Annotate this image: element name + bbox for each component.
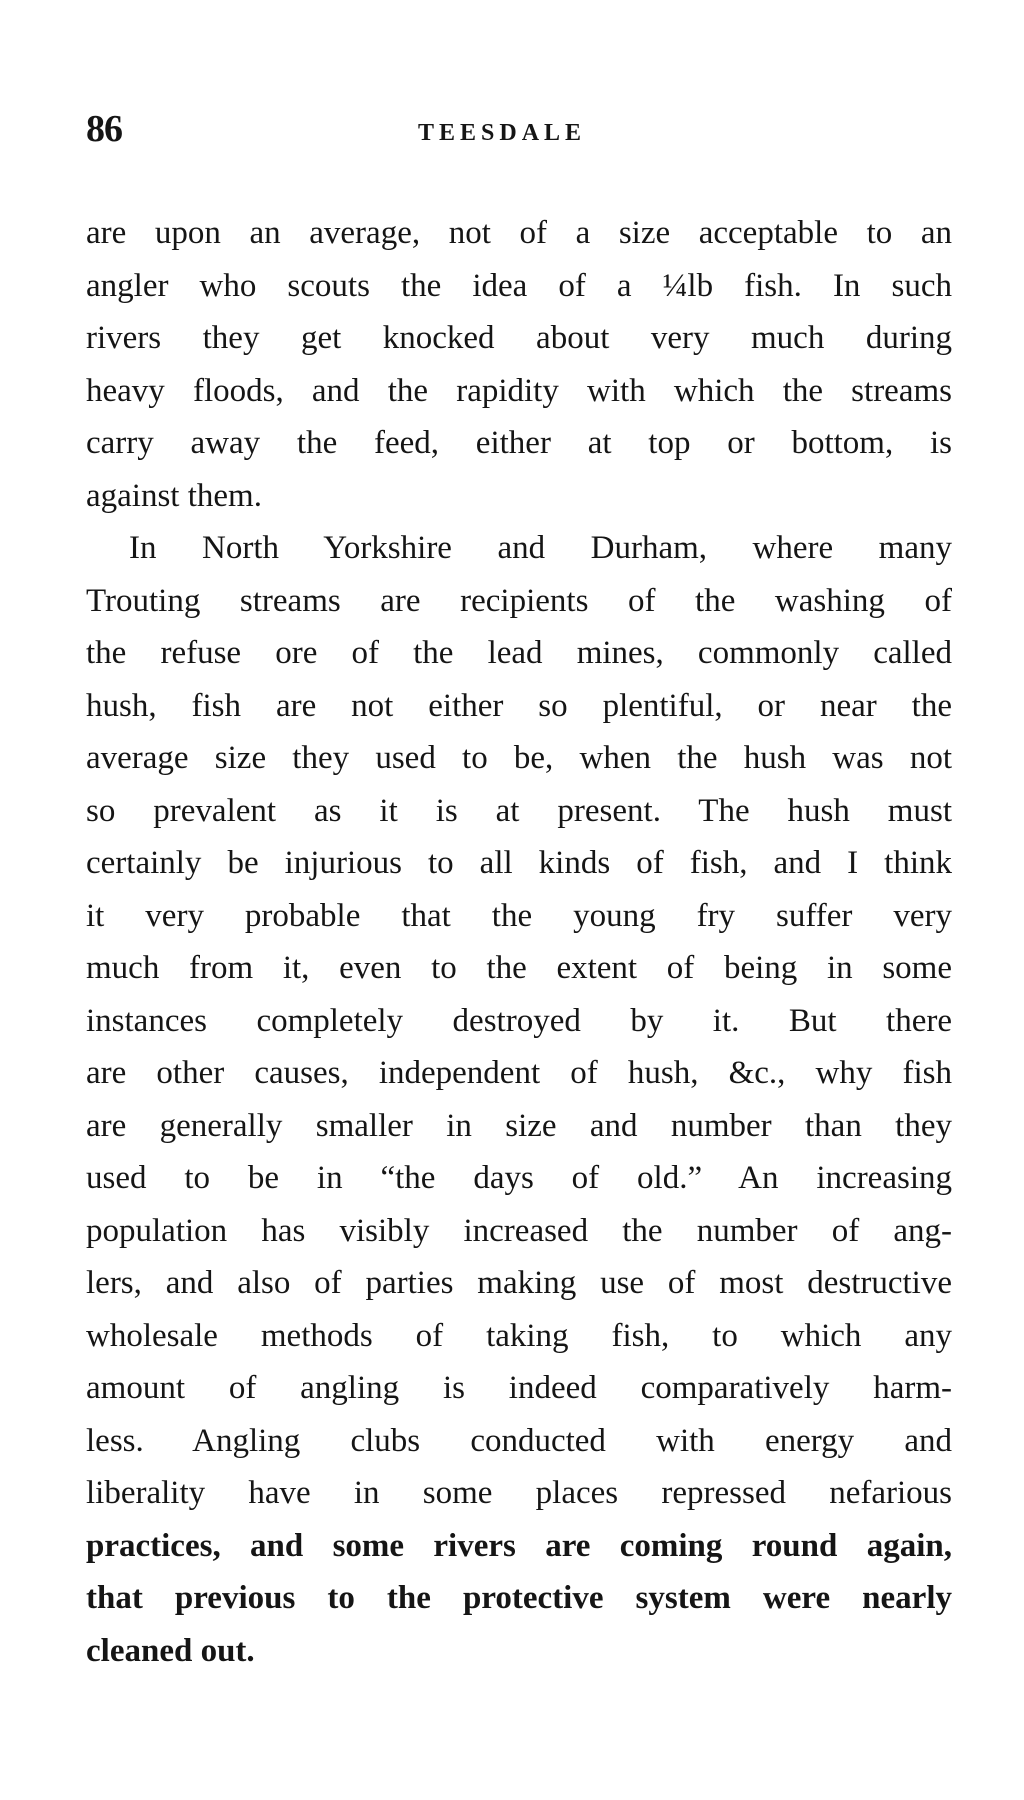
text-line: much from it, even to the extent of being in some <box>86 950 952 986</box>
text-line: are other causes, independent of hush, &c., why fish <box>86 1055 952 1091</box>
text-line: used to be in “the days of old.” An increasing <box>86 1160 952 1196</box>
text-line: angler who scouts the idea of a ¼lb fish. In such <box>86 267 952 304</box>
text-line: Trouting streams are recipients of the washing of <box>86 582 952 619</box>
text-line: are generally smaller in size and number than they <box>86 1107 952 1144</box>
text-line: wholesale methods of taking fish, to which any <box>86 1317 952 1354</box>
paragraph-2 <box>86 522 952 1677</box>
text-line: carry away the feed, either at top or bottom, is <box>86 425 952 461</box>
page-header <box>86 106 952 158</box>
text-line: liberality have in some places repressed nefarious <box>86 1475 952 1511</box>
text-line: hush, fish are not either so plentiful, or near the <box>86 687 952 724</box>
text-line: are upon an average, not of a size acceptable to an <box>86 215 952 251</box>
text-line: that previous to the protective system were nearly <box>86 1580 952 1616</box>
page-number: 86 <box>86 108 122 150</box>
text-line: against them. <box>86 477 262 514</box>
text-line: it very probable that the young fry suffer very <box>86 897 952 934</box>
text-line: practices, and some rivers are coming round again, <box>86 1527 952 1564</box>
text-line: certainly be injurious to all kinds of fish, and I think <box>86 845 952 881</box>
text-line: the refuse ore of the lead mines, commonly called <box>86 635 952 671</box>
paragraph-1 <box>86 207 952 522</box>
text-line: rivers they get knocked about very much during <box>86 320 952 356</box>
text-line: amount of angling is indeed comparatively harm- <box>86 1370 952 1406</box>
text-line: instances completely destroyed by it. But there <box>86 1002 952 1039</box>
text-line: lers, and also of parties making use of most destructive <box>86 1265 952 1301</box>
text-line: average size they used to be, when the hush was not <box>86 740 952 776</box>
running-head: TEESDALE <box>418 120 587 146</box>
text-line: heavy floods, and the rapidity with which the streams <box>86 372 952 409</box>
text-line: so prevalent as it is at present. The hush must <box>86 792 952 829</box>
text-line: population has visibly increased the number of ang- <box>86 1212 952 1249</box>
text-line: cleaned out. <box>86 1632 255 1669</box>
text-line: In North Yorkshire and Durham, where many <box>129 530 952 566</box>
text-line: less. Angling clubs conducted with energy and <box>86 1422 952 1459</box>
body-text <box>86 207 952 1677</box>
